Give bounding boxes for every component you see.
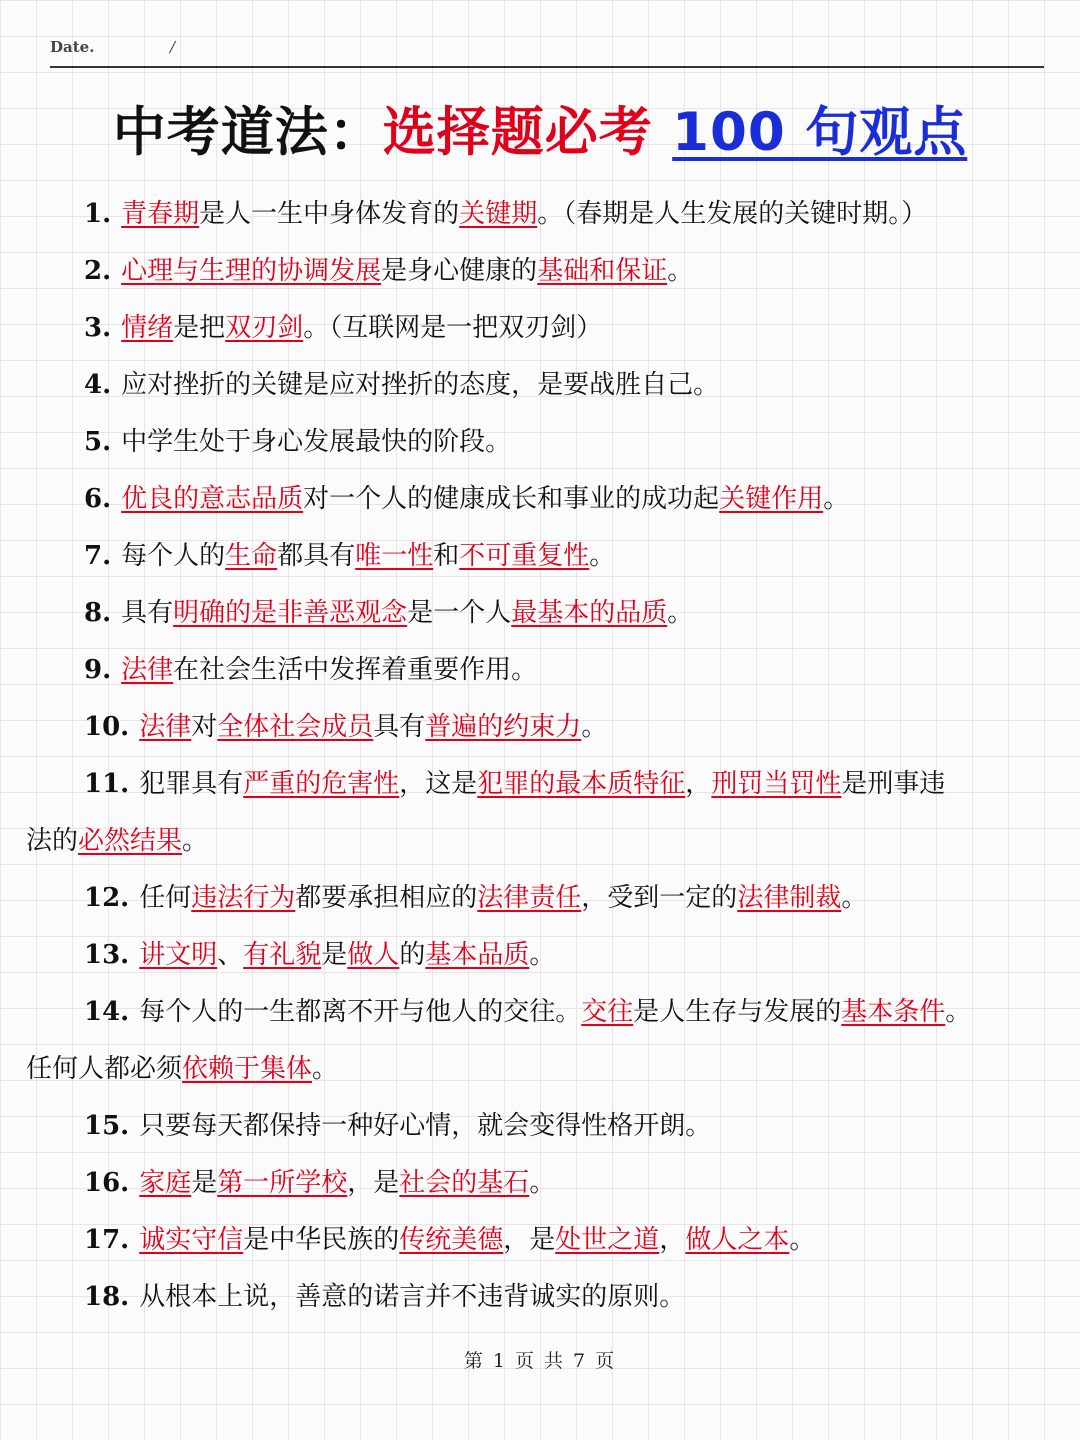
list-item — [0, 870, 1080, 927]
text-segment: 。 — [945, 997, 972, 1027]
highlight-term: 社会的基石 — [399, 1168, 530, 1198]
text-segment: 。 — [667, 598, 694, 628]
text-segment: 中学生处于身心发展最快的阶段。 — [121, 427, 512, 457]
item-number: 7. — [84, 541, 112, 571]
highlight-term: 基本品质 — [425, 940, 530, 970]
item-number: 12. — [84, 883, 130, 913]
text-segment: 。 — [581, 712, 608, 742]
text-segment: 任何人都必须 — [26, 1054, 183, 1084]
highlight-term: 明确的是非善恶观念 — [173, 598, 408, 628]
highlight-term: 基础和保证 — [537, 256, 668, 286]
text-segment: 每个人的一生都离不开与他人的交往。 — [139, 997, 582, 1027]
text-segment: 。 — [182, 826, 209, 856]
list-item — [0, 927, 1080, 984]
text-segment: 是 — [191, 1168, 218, 1198]
highlight-term: 关键期 — [459, 199, 538, 229]
list-item — [0, 1212, 1080, 1269]
text-segment: 。 — [667, 256, 694, 286]
highlight-term: 双刃剑 — [225, 313, 304, 343]
page-title — [0, 98, 1080, 168]
highlight-term: 有礼貌 — [243, 940, 322, 970]
item-number: 13. — [84, 940, 130, 970]
item-number: 11. — [84, 769, 130, 799]
text-segment: 、 — [217, 940, 244, 970]
date-label: Date. — [50, 38, 95, 56]
text-segment: ，是 — [347, 1168, 400, 1198]
item-number: 1. — [84, 199, 112, 229]
item-number: 3. — [84, 313, 112, 343]
text-segment: 。 — [529, 1168, 556, 1198]
title-part-3: 100 句观点 — [672, 102, 968, 163]
list-item — [0, 300, 1080, 357]
text-segment: 。 — [823, 484, 850, 514]
item-number: 9. — [84, 655, 112, 685]
text-segment: 都具有 — [277, 541, 356, 571]
title-part-1: 中考道法： — [112, 102, 383, 163]
list-item — [0, 699, 1080, 756]
text-segment: ， — [659, 1225, 686, 1255]
title-part-2: 选择题必考 — [382, 102, 653, 163]
highlight-term: 做人 — [347, 940, 400, 970]
item-continuation — [26, 1041, 1058, 1098]
list-item — [0, 642, 1080, 699]
text-segment: ，受到一定的 — [581, 883, 738, 913]
text-segment: ，是 — [503, 1225, 556, 1255]
text-segment: 对 — [191, 712, 218, 742]
highlight-term: 依赖于集体 — [182, 1054, 313, 1084]
item-number: 5. — [84, 427, 112, 457]
highlight-term: 不可重复性 — [459, 541, 590, 571]
highlight-term: 诚实守信 — [139, 1225, 244, 1255]
highlight-term: 法律 — [139, 712, 192, 742]
highlight-term: 第一所学校 — [217, 1168, 348, 1198]
highlight-term: 严重的危害性 — [243, 769, 400, 799]
highlight-term: 违法行为 — [191, 883, 296, 913]
highlight-term: 心理与生理的协调发展 — [121, 256, 382, 286]
highlight-term: 传统美德 — [399, 1225, 504, 1255]
date-slash: / — [170, 38, 176, 56]
text-segment: 。 — [789, 1225, 816, 1255]
text-segment: 在社会生活中发挥着重要作用。 — [173, 655, 538, 685]
text-segment: 对一个人的健康成长和事业的成功起 — [303, 484, 720, 514]
list-item — [0, 357, 1080, 414]
text-segment: 犯罪具有 — [139, 769, 244, 799]
item-number: 8. — [84, 598, 112, 628]
item-number: 14. — [84, 997, 130, 1027]
page-footer: 第 1 页 共 7 页 — [463, 1350, 617, 1372]
text-segment: 应对挫折的关键是应对挫折的态度，是要战胜自己。 — [121, 370, 720, 400]
highlight-term: 必然结果 — [78, 826, 183, 856]
highlight-term: 刑罚当罚性 — [711, 769, 842, 799]
text-segment: 。（互联网是一把双刃剑） — [303, 313, 603, 343]
text-segment: 法的 — [26, 826, 79, 856]
text-segment: 任何 — [139, 883, 192, 913]
item-number: 2. — [84, 256, 112, 286]
item-number: 4. — [84, 370, 112, 400]
highlight-term: 家庭 — [139, 1168, 192, 1198]
highlight-term: 讲文明 — [139, 940, 218, 970]
item-number: 6. — [84, 484, 112, 514]
highlight-term: 唯一性 — [355, 541, 434, 571]
text-segment: 的 — [399, 940, 426, 970]
text-segment: 是刑事违 — [841, 769, 946, 799]
text-segment: 。 — [841, 883, 868, 913]
highlight-term: 生命 — [225, 541, 278, 571]
list-item — [0, 528, 1080, 585]
highlight-term: 处世之道 — [555, 1225, 660, 1255]
highlight-term: 法律 — [121, 655, 174, 685]
list-item — [0, 414, 1080, 471]
text-segment: ，这是 — [399, 769, 478, 799]
text-segment: 是把 — [173, 313, 226, 343]
highlight-term: 青春期 — [121, 199, 200, 229]
text-segment: 。 — [589, 541, 616, 571]
point-list — [0, 186, 1080, 1326]
text-segment: 每个人的 — [121, 541, 226, 571]
text-segment: 都要承担相应的 — [295, 883, 478, 913]
text-segment: 是人一生中身体发育的 — [199, 199, 460, 229]
highlight-term: 最基本的品质 — [511, 598, 668, 628]
highlight-term: 情绪 — [121, 313, 174, 343]
item-number: 16. — [84, 1168, 130, 1198]
highlight-term: 全体社会成员 — [217, 712, 374, 742]
text-segment: 是中华民族的 — [243, 1225, 400, 1255]
date-header — [50, 36, 1044, 68]
item-number: 17. — [84, 1225, 130, 1255]
text-segment: 是人生存与发展的 — [633, 997, 842, 1027]
text-segment: ， — [685, 769, 712, 799]
highlight-term: 基本条件 — [841, 997, 946, 1027]
list-item — [0, 1098, 1080, 1155]
text-segment: 是一个人 — [407, 598, 512, 628]
text-segment: 具有 — [121, 598, 174, 628]
item-number: 18. — [84, 1282, 130, 1312]
highlight-term: 犯罪的最本质特征 — [477, 769, 686, 799]
list-item — [0, 243, 1080, 300]
list-item — [0, 984, 1080, 1098]
text-segment: 是身心健康的 — [381, 256, 538, 286]
list-item — [0, 585, 1080, 642]
list-item — [0, 1269, 1080, 1326]
highlight-term: 法律责任 — [477, 883, 582, 913]
text-segment: 从根本上说，善意的诺言并不违背诚实的原则。 — [139, 1282, 686, 1312]
text-segment: 和 — [433, 541, 460, 571]
highlight-term: 做人之本 — [685, 1225, 790, 1255]
text-segment: 。 — [312, 1054, 339, 1084]
text-segment: 只要每天都保持一种好心情，就会变得性格开朗。 — [139, 1111, 712, 1141]
item-number: 10. — [84, 712, 130, 742]
text-segment: 是 — [321, 940, 348, 970]
text-segment: 具有 — [373, 712, 426, 742]
list-item — [0, 756, 1080, 870]
text-segment: 。（春期是人生发展的关键时期。） — [537, 199, 928, 229]
highlight-term: 普遍的约束力 — [425, 712, 582, 742]
list-item — [0, 186, 1080, 243]
highlight-term: 关键作用 — [719, 484, 824, 514]
highlight-term: 法律制裁 — [737, 883, 842, 913]
list-item — [0, 1155, 1080, 1212]
item-number: 15. — [84, 1111, 130, 1141]
highlight-term: 优良的意志品质 — [121, 484, 304, 514]
highlight-term: 交往 — [581, 997, 634, 1027]
text-segment: 。 — [529, 940, 556, 970]
list-item — [0, 471, 1080, 528]
item-continuation — [26, 813, 1058, 870]
